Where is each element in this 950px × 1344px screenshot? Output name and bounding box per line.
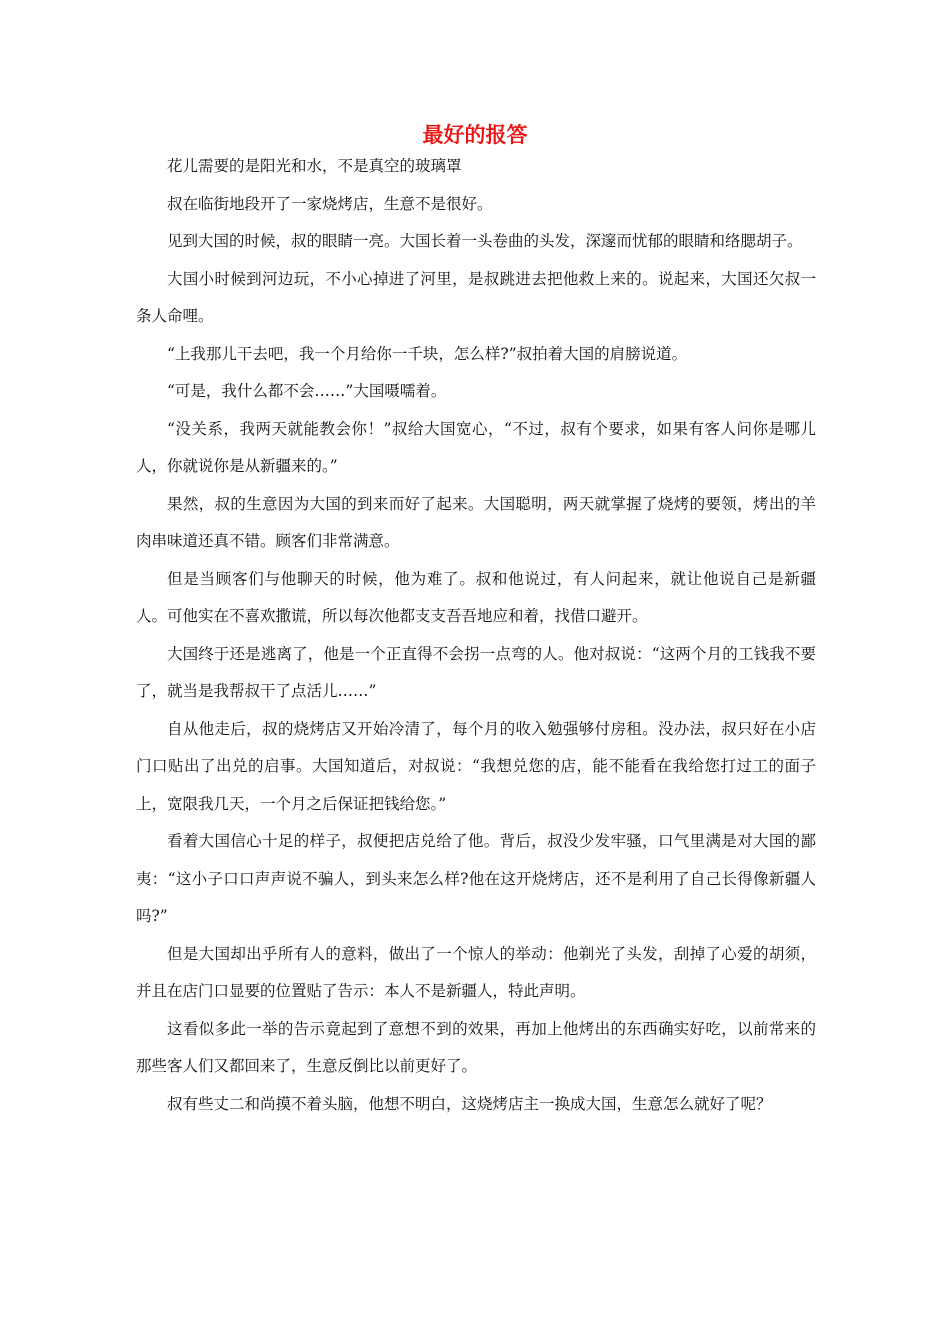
- paragraph: “没关系，我两天就能教会你！”叔给大国宽心，“不过，叔有个要求，如果有客人问你是哪儿人，你就说你是从新疆来的。”: [136, 419, 816, 475]
- paragraph: 但是当顾客们与他聊天的时候，他为难了。叔和他说过，有人问起来，就让他说自己是新疆人。可他实在不喜欢撒谎，所以每次他都支支吾吾地应和着，找借口避开。: [136, 569, 816, 625]
- paragraph: 见到大国的时候，叔的眼睛一亮。大国长着一头卷曲的头发，深邃而忧郁的眼睛和络腮胡子。: [167, 232, 803, 250]
- paragraph: 大国小时候到河边玩，不小心掉进了河里，是叔跳进去把他救上来的。说起来，大国还欠叔一条人命哩。: [136, 269, 816, 325]
- paragraph: 叔在临街地段开了一家烧烤店，生意不是很好。: [167, 194, 493, 213]
- paragraph: 叔有些丈二和尚摸不着头脑，他想不明白，这烧烤店主一换成大国，生意怎么就好了呢？: [167, 1094, 772, 1113]
- paragraph: 花儿需要的是阳光和水，不是真空的玻璃罩: [167, 157, 462, 175]
- paragraph: “上我那儿干去吧，我一个月给你一千块，怎么样?”叔拍着大国的肩膀说道。: [167, 344, 688, 363]
- paragraph: 这看似多此一举的告示竟起到了意想不到的效果，再加上他烤出的东西确实好吃，以前常来的那些客人们又都回来了，生意反倒比以前更好了。: [136, 1019, 816, 1075]
- paragraph: 果然，叔的生意因为大国的到来而好了起来。大国聪明，两天就掌握了烧烤的要领，烤出的羊肉串味道还真不错。顾客们非常满意。: [136, 494, 816, 550]
- paragraph: 自从他走后，叔的烧烤店又开始冷清了，每个月的收入勉强够付房租。没办法，叔只好在小店门口贴出了出兑的启事。大国知道后，对叔说：“我想兑您的店，能不能看在我给您打过工的面子上，宽限我几天，一个月之后保证把钱给您。”: [136, 719, 816, 813]
- article-body: [136, 148, 816, 1123]
- paragraph: 看着大国信心十足的样子，叔便把店兑给了他。背后，叔没少发牢骚，口气里满是对大国的鄙夷：“这小子口口声声说不骗人，到头来怎么样?他在这开烧烤店，还不是利用了自己长得像新疆人吗?”: [136, 832, 816, 925]
- paragraph: “可是，我什么都不会……”大国嗫嚅着。: [167, 382, 447, 400]
- page-title: 最好的报答: [422, 122, 528, 147]
- paragraph: 大国终于还是逃离了，他是一个正直得不会拐一点弯的人。他对叔说：“这两个月的工钱我不要了，就当是我帮叔干了点活儿……”: [136, 644, 816, 700]
- paragraph: 但是大国却出乎所有人的意料，做出了一个惊人的举动：他剃光了头发，刮掉了心爱的胡须，并且在店门口显要的位置贴了告示：本人不是新疆人，特此声明。: [136, 944, 816, 1000]
